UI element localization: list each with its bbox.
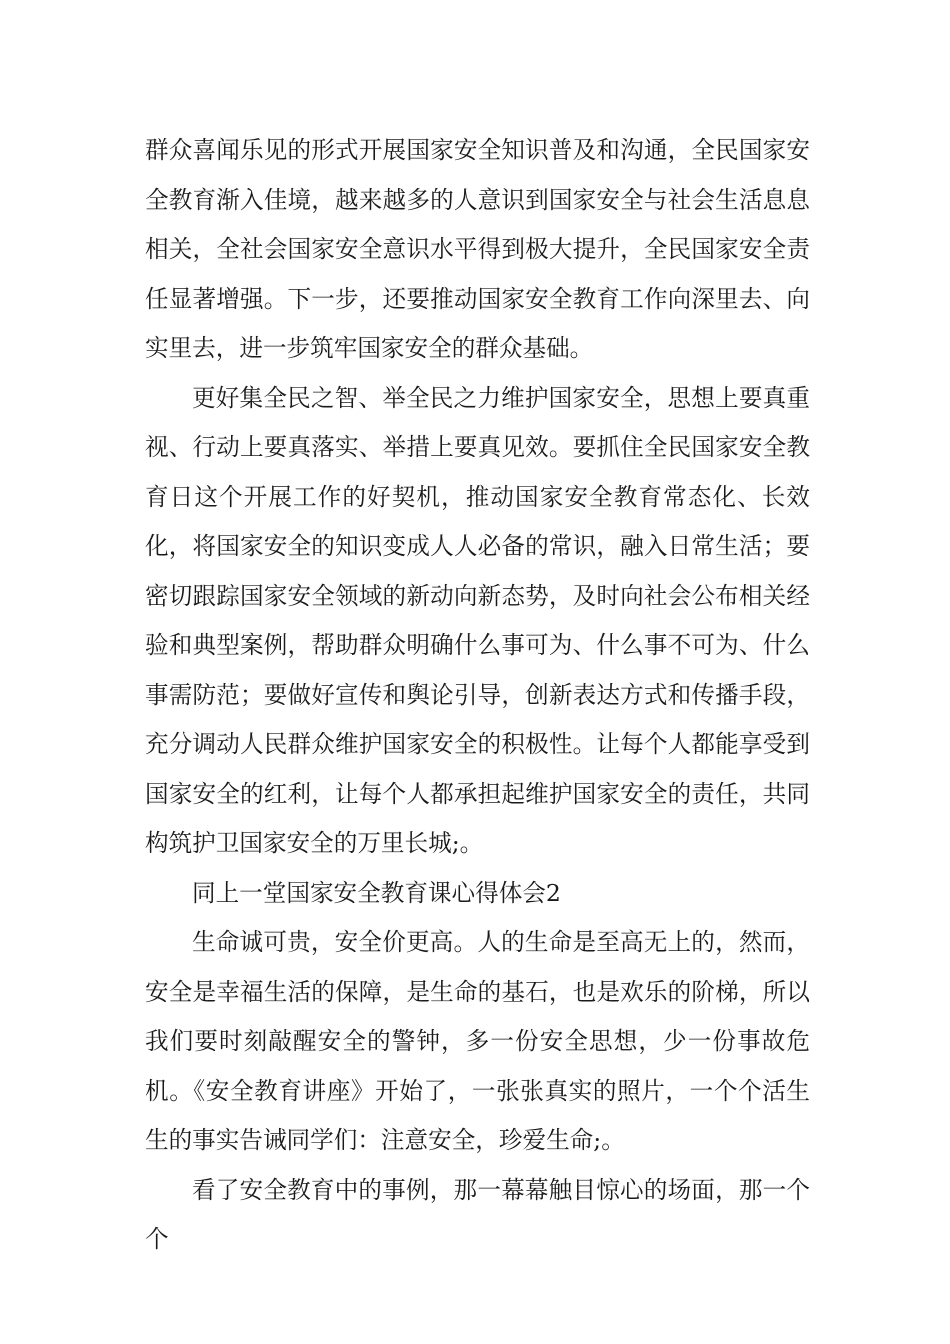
paragraph-national-security-effort: 更好集全民之智、举全民之力维护国家安全，思想上要真重视、行动上要真落实、举措上要真见效。要抓住全民国家安全教育日这个开展工作的好契机，推动国家安全教育常态化、长效化，将国家安全的知识变成人人必备的常识，融入日常生活；要密切跟踪国家安全领域的新动向新态势，及时向社会公布相关经验和典型案例，帮助群众明确什么事可为、什么事不可为、什么事需防范；要做好宣传和舆论引导，创新表达方式和传播手段，充分调动人民群众维护国家安全的积极性。让每个人都能享受到国家安全的红利，让每个人都承担起维护国家安全的责任，共同构筑护卫国家安全的万里长城;。 <box>145 383 810 857</box>
paragraph-safety-examples: 看了安全教育中的事例，那一幕幕触目惊心的场面，那一个个 <box>145 1175 810 1253</box>
section-heading: 同上一堂国家安全教育课心得体会2 <box>192 878 561 907</box>
paragraph-continuation: 群众喜闻乐见的形式开展国家安全知识普及和沟通，全民国家安全教育渐入佳境，越来越多的人意识到国家安全与社会生活息息相关，全社会国家安全意识水平得到极大提升，全民国家安全责任显著增强。下一步，还要推动国家安全教育工作向深里去、向实里去，进一步筑牢国家安全的群众基础。 <box>145 136 810 362</box>
paragraph-life-safety: 生命诚可贵，安全价更高。人的生命是至高无上的，然而，安全是幸福生活的保障，是生命的基石，也是欢乐的阶梯，所以我们要时刻敲醒安全的警钟，多一份安全思想，少一份事故危机。《安全教育讲座》开始了，一张张真实的照片，一个个活生生的事实告诫同学们：注意安全，珍爱生命;。 <box>145 928 810 1154</box>
document-body <box>145 126 810 1265</box>
